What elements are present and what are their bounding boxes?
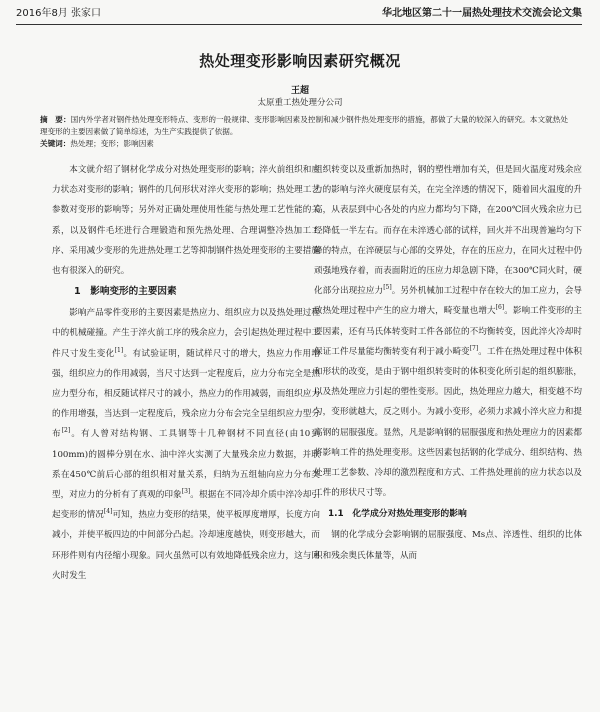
citation: [5] xyxy=(383,284,392,292)
citation: [1] xyxy=(114,346,124,354)
paper-title: 热处理变形影响因素研究概况 xyxy=(199,52,401,70)
abstract-block xyxy=(40,114,568,150)
section-1-heading: 1 影响变形的主要因素 xyxy=(74,286,177,298)
subsection-1-1-heading: 1.1 化学成分对热处理变形的影响 xyxy=(328,509,467,520)
intro-paragraph: 本文就介绍了钢材化学成分对热处理变形的影响；淬火前组织和应力状态对变形的影响；钢件的几何形状对淬火变形的影响；热处理工艺参数对变形的影响等；另外对正确处理使用性能与热处理工艺性能的关系，以及钢件毛坯进行合理锻造和预先热处理、合理调整冷热加工工序、采用减少变形的先进热处理工艺等抑制钢件热处理变形的主要措施也有很深入的研究。 xyxy=(52,165,320,277)
citation: [6] xyxy=(495,304,505,312)
citation: [7] xyxy=(469,344,479,352)
citation: [3] xyxy=(181,488,191,496)
header-date-location: 2016年8月 张家口 xyxy=(16,8,101,19)
subsection-1-1-paragraph: 钢的化学成分会影响钢的屈服强度、Ms点、淬透性、组织的比体积和残余奥氏体量等，从而 xyxy=(314,530,582,561)
keywords xyxy=(40,138,568,150)
author-name: 王超 xyxy=(290,86,309,96)
header-proceedings-title: 华北地区第二十一届热处理技术交流会论文集 xyxy=(382,8,582,19)
citation: [2] xyxy=(61,427,71,435)
citation: [4] xyxy=(103,508,113,516)
section-1-paragraph: 影响产品零件变形的主要因素是热应力、组织应力以及热处理过程中的机械碰撞。产生于淬火前工序的残余应力，会引起热处理过程中工件尺寸发生变化[1]。有试验证明，随试样尺寸的增大，热应力作用增强，组织应力的作用减弱，当尺寸达到一定程度后，应力分布完全是热应力型分布，相反随试样尺寸的减小，热应力的作用减弱，而组织应力的作用增强，当达到一定程度后，残余应力分布会完全呈组织应力型分布[2]。有人曾对结构钢、工具钢等十几种钢材不同直径(由10到100mm)的圆棒分别在水、油中淬火实测了大量残余应力数据，并联系在450℃前后心部的组织相对量关系，归纳为五组轴向应力分布类型，对应力的分析有了真观的印象[3]。根据在不同冷却介质中淬冷却引起变形的情况[4]可知，热应力变形的结果，使平板厚度增厚，长度方向减小，并使平板四边的中间部分凸起。冷却速度越快，则变形越大，而环形件则有内径缩小现象。同火虽然可以有效地降低残余应力，这与回火时发生 xyxy=(52,308,320,581)
keywords-text: 热处理；变形；影响因素 xyxy=(70,139,154,148)
running-header xyxy=(16,6,582,25)
abstract xyxy=(40,114,568,138)
right-column xyxy=(314,160,582,566)
left-column xyxy=(52,160,320,586)
abstract-text: 国内外学者对钢件热处理变形特点、变形的一般规律、变形影响因素及控制和减少钢件热处理变形的措施，都做了大量的较深入的研究。本文就热处理变形的主要因素做了简单综述，为生产实践提供了依据。 xyxy=(40,115,569,136)
keywords-label: 关键词： xyxy=(40,139,71,148)
author-affiliation: 太原重工热处理分公司 xyxy=(257,98,343,108)
continued-paragraph: 组织转变以及重新加热时，钢的塑性增加有关，但是回火温度对残余应力的影响与淬火硬度层有关，在完全淬透的情况下，随着回火温度的升高，从表层到中心各处的内应力都均匀下降，在200℃回火残余应力已经降低一半左右。而存在未淬透心部的试样，回火并不出现普遍均匀下降的特点，在淬硬层与心部的交界处，存在的压应力，在同火过程中仍顽强地残存着，而表面附近的压应力却急剧下降，在300℃同火时，硬化部分出现拉应力[5]。另外机械加工过程中存在较大的加工应力，会导致热处理过程中产生的应力增大，畸变量也增大[6]。影响工件变形的主要因素，还有马氏体转变时工件各部位的不均衡转变，因此淬火冷却时保证工件尽量能均衡转变有利于减小畸变[7]。工件在热处理过程中体积和形状的改变，是由于钢中组织转变时的体积变化所引起的组织膨胀，以及热处理应力引起的塑性变形。因此，热处理应力越大，相变越不均匀，变形就越大，反之则小。为减小变形，必须力求减小淬火应力和提高钢的屈服强度。显然，凡是影响钢的屈服强度和热处理应力的因素都将影响工件的热处理变形。这些因素包括钢的化学成分、组织结构、热处理工艺参数、冷却的激烈程度和方式、工件热处理前的应力状态以及工件的形状尺寸等。 xyxy=(314,165,582,499)
abstract-label: 摘 要： xyxy=(40,115,71,124)
